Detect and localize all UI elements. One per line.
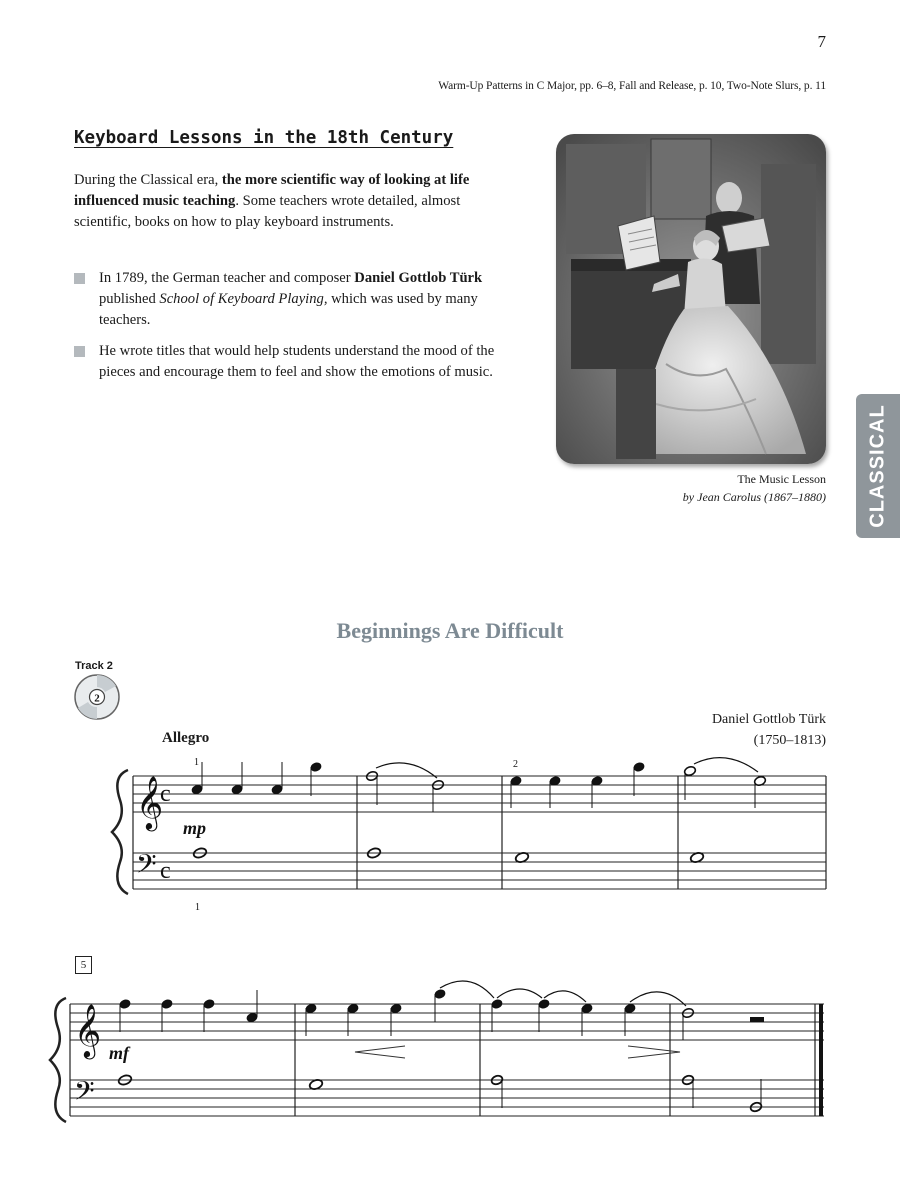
decrescendo-hairpin (628, 1046, 680, 1058)
fingering-rh-1: 1 (194, 757, 199, 768)
grand-staff-brace (112, 770, 128, 894)
bullet-square-icon (74, 273, 85, 284)
time-signature-treble: c (160, 781, 171, 807)
half-rest (750, 1017, 764, 1022)
painting-illustration (556, 134, 826, 464)
barlines (70, 1004, 815, 1116)
header-cross-reference: Warm-Up Patterns in C Major, pp. 6–8, Fall and Release, p. 10, Two-Note Slurs, p. 11 (438, 80, 826, 92)
time-signature-bass: c (160, 858, 171, 884)
treble-notes-m5 (119, 990, 258, 1032)
measure-number-box: 5 (75, 956, 92, 974)
composer-dates: (1750–1813) (753, 733, 826, 748)
bullet-text-bold: Daniel Gottlob Türk (354, 270, 483, 286)
bullet-text: He wrote titles that would help students understand the mood of the pieces and encourage them to feel and show the emotions of music. (99, 343, 495, 380)
section-heading: Keyboard Lessons in the 18th Century (74, 128, 454, 148)
treble-staff-lines (133, 776, 826, 812)
treble-clef-icon: 𝄞 (136, 777, 164, 828)
painting-caption-title: The Music Lesson (737, 472, 826, 486)
bass-staff-lines (133, 853, 826, 889)
bullet-item (74, 268, 524, 331)
bullet-list (74, 268, 524, 393)
treble-notes-m8 (681, 1007, 764, 1040)
music-system-2 (0, 975, 900, 1145)
composer-name: Daniel Gottlob Türk (711, 712, 826, 727)
track-label: Track 2 (75, 660, 113, 672)
treble-notes-m4 (683, 758, 766, 808)
treble-notes-m2 (365, 763, 444, 812)
slurs-system-2 (440, 981, 686, 1006)
bullet-text: which was used by many teachers. (99, 291, 478, 328)
bass-clef-icon: 𝄢 (74, 1076, 95, 1112)
bullet-text: published (99, 291, 160, 307)
bullet-square-icon (74, 346, 85, 357)
grand-staff-brace (50, 998, 66, 1122)
music-system-1 (0, 755, 900, 915)
fingering-rh-2: 2 (513, 759, 518, 770)
fingering-lh-1: 1 (195, 902, 200, 913)
track-number: 2 (94, 692, 100, 705)
page-number: 7 (817, 32, 826, 51)
bullet-text: In 1789, the German teacher and composer (99, 270, 355, 286)
bullet-text-italic: School of Keyboard Playing, (159, 291, 328, 307)
tempo-marking: Allegro (162, 730, 210, 746)
side-tab-label: CLASSICAL (866, 404, 889, 528)
treble-notes-m6 (305, 989, 446, 1036)
bullet-item (74, 341, 524, 383)
crescendo-hairpin (355, 1046, 405, 1058)
bass-notes-system-1 (192, 847, 704, 864)
bass-stems-system-2 (502, 1079, 761, 1108)
intro-text-bold: the more scientific way of looking at life influenced music teaching (74, 172, 470, 209)
piece-title: Beginnings Are Difficult (336, 618, 564, 643)
section-side-tab (856, 394, 900, 538)
bass-staff-lines (70, 1080, 824, 1116)
cd-track-icon[interactable] (72, 672, 122, 722)
intro-paragraph (74, 170, 514, 233)
bass-clef-icon: 𝄢 (136, 849, 157, 885)
treble-staff-lines (70, 1004, 824, 1040)
dynamic-mp: mp (183, 818, 207, 838)
treble-notes-m1 (191, 762, 322, 796)
intro-text-start: During the Classical era, (74, 172, 222, 188)
dynamic-mf: mf (109, 1043, 129, 1063)
treble-clef-icon: 𝄞 (74, 1005, 102, 1056)
music-lesson-painting (556, 134, 826, 464)
painting-caption-artist: by Jean Carolus (1867–1880) (682, 490, 826, 504)
intro-text-end: . Some teachers wrote detailed, almost scientific, books on how to play keyboard instruments. (74, 193, 461, 230)
